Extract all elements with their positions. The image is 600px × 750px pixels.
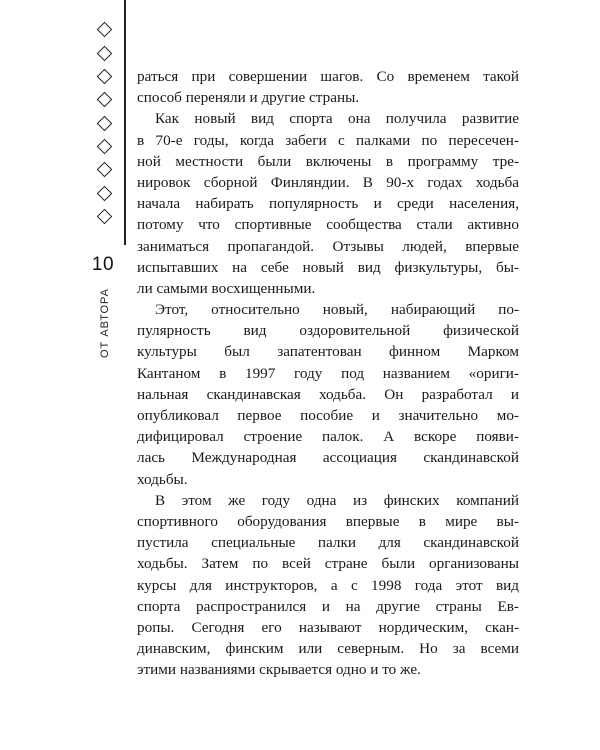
text-line: культуры был запатентован финном Марком [137, 343, 519, 361]
text-line: спортивного оборудования впервые в мире вы- [137, 512, 519, 530]
paragraph [137, 66, 519, 108]
text-line: начала набирать популярность и среди населения, [137, 195, 519, 213]
text-line: раться при совершении шагов. Со временем такой [137, 68, 519, 85]
diamond-ornament-icon [96, 186, 112, 202]
diamond-ornament-icon [96, 209, 112, 225]
text-line: испытавших на себе новый вид физкультуры, бы- [137, 258, 519, 276]
text-line: динавским, финским или северным. Но за всеми [137, 640, 519, 658]
text-line: ходьбы. Затем по всей стране были организованы [137, 555, 519, 573]
diamond-ornament-icon [96, 115, 112, 131]
text-line: пустила специальные палки для скандинавской [137, 534, 519, 552]
page-number: 10 [91, 254, 115, 275]
diamond-ornament-icon [96, 22, 112, 38]
text-line: пулярность вид оздоровительной физической [137, 322, 519, 340]
diamond-ornament-column [92, 18, 116, 228]
text-line: ходьбы. [137, 470, 188, 488]
text-line: ной местности были включены в программу тре- [137, 152, 519, 170]
section-label: ОТ АВТОРА [99, 288, 111, 358]
text-line: этими названиями скрывается одно и то же. [137, 661, 421, 679]
paragraph [137, 490, 519, 681]
diamond-ornament-icon [96, 139, 112, 155]
text-line: дифицировал строение палок. А вскоре появи- [137, 428, 519, 446]
text-line: Этот, относительно новый, набирающий по- [155, 301, 519, 319]
text-line: нировок сборной Финляндии. В 90-х годах ходьба [137, 173, 519, 191]
body-text [137, 66, 519, 680]
diamond-ornament-icon [96, 92, 112, 108]
text-line: в 70-е годы, когда забеги с палками по пересечен- [137, 131, 519, 149]
paragraph [137, 299, 519, 490]
diamond-ornament-icon [96, 162, 112, 178]
text-line: курсы для инструкторов, а с 1998 года этот вид [137, 576, 519, 594]
text-line: Кантаном в 1997 году под названием «ориги- [137, 364, 519, 382]
text-line: ропы. Сегодня его называют нордическим, скан- [137, 618, 519, 636]
text-line: В этом же году одна из финских компаний [155, 491, 519, 509]
text-line: заниматься пропагандой. Отзывы людей, впервые [137, 237, 519, 255]
text-line: Как новый вид спорта она получила развитие [155, 110, 519, 128]
text-line: лась Международная ассоциация скандинавской [137, 449, 519, 467]
paragraph [137, 108, 519, 299]
text-line: нальная скандинавская ходьба. Он разработал и [137, 385, 519, 403]
text-line: способ переняли и другие страны. [137, 89, 360, 107]
text-line: потому что спортивные сообщества стали активно [137, 216, 519, 234]
text-line: спорта распространился и на другие страны Ев- [137, 597, 519, 615]
text-line: ли самыми восхищенными. [137, 279, 316, 297]
diamond-ornament-icon [96, 45, 112, 61]
diamond-ornament-icon [96, 69, 112, 85]
text-line: опубликовал первое пособие и значительно мо- [137, 407, 519, 424]
margin-rule [124, 0, 126, 245]
